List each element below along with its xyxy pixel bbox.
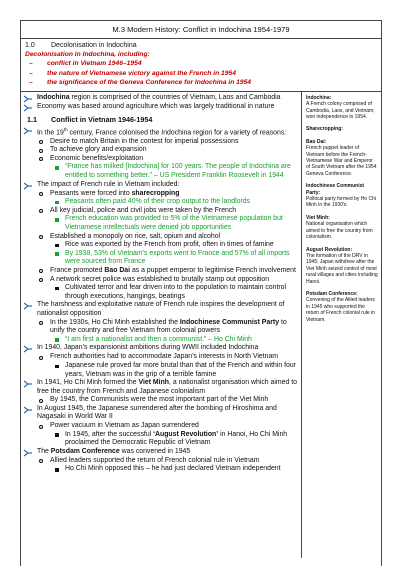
subsection-heading: 1.1 Conflict in Vietnam 1946-1954	[27, 114, 153, 124]
circle-bullet-icon	[39, 356, 43, 360]
square-bullet-icon	[55, 252, 59, 256]
syllabus-item: – conflict in Vietnam 1946–1954	[29, 60, 142, 67]
sub-bullet: Established a monopoly on rice, salt, opium and alcohol	[23, 233, 299, 242]
glossary-entry: Bao Dai: French puppet leader of Vietnam before the French-Vietnamese War and Emperor of South Vietnam after the 1954 Geneva Conference.	[306, 138, 377, 177]
detail-note: Japanese rule proved far more brutal than that of the French and within four years, Vietnam was in the grip of a terrible famine	[23, 362, 299, 379]
circle-bullet-icon	[39, 149, 43, 153]
arrow-bullet-icon	[23, 302, 33, 310]
circle-bullet-icon	[39, 459, 43, 463]
bullet-point: Indochina region is comprised of the countries of Vietnam, Laos and Cambodia	[23, 94, 299, 103]
bullet-point: In the 19th century, France colonised the Indochina region for a variety of reasons:	[23, 126, 299, 138]
sub-bullet: Allied leaders supported the return of French colonial rule in Vietnam	[23, 457, 299, 466]
sub-bullet: Power vacuum in Vietnam as Japan surrendered	[23, 422, 299, 431]
glossary-entry: Indochina: A French colony comprised of Cambodia, Laos, and Vietnam; won independence in 1954.	[306, 94, 375, 120]
sub-bullet: In the 1930s, Ho Chi Minh established the Indochinese Communist Party to unify the country and free Vietnam from colonial powers	[23, 319, 299, 336]
syllabus-item: – the significance of the Geneva Conference for Indochina in 1954	[29, 79, 252, 87]
sub-bullet: French authorities had to accommodate Japan’s interests in North Vietnam	[23, 353, 299, 362]
arrow-bullet-icon	[23, 449, 33, 457]
square-bullet-icon	[55, 287, 59, 291]
detail-note: In 1945, after the successful ‘August Revolution’ in Hanoi, Ho Chi Minh proclaimed the Democratic Republic of Vietnam	[23, 431, 299, 448]
glossary-entry: August Revolution: The formation of the DRV in 1945; Japan withdrew after the Viet Minh seized control of most rural villages and cities including Hanoi.	[306, 246, 378, 285]
bullet-point: In 1940, Japan’s expansionist ambitions during WWII included Indochina	[23, 344, 299, 353]
circle-bullet-icon	[39, 269, 43, 273]
square-bullet-icon	[55, 338, 59, 342]
circle-bullet-icon	[39, 235, 43, 239]
sub-bullet: Economic benefits/exploitation	[23, 155, 299, 164]
square-bullet-icon	[55, 166, 59, 170]
square-bullet-icon	[55, 468, 59, 472]
glossary-entry: Potsdam Conference: Convening of the Allied leaders in 1945 who supported the return of French colonial rule in Vietnam.	[306, 290, 375, 323]
glossary-entry: Sharecropping:	[306, 126, 343, 133]
bullet-point: The harshness and exploitative nature of French rule inspires the development of nationalist opposition	[23, 301, 299, 318]
section-overview	[21, 39, 381, 92]
square-bullet-icon	[55, 365, 59, 369]
section-number: 1.0	[25, 42, 35, 49]
circle-bullet-icon	[39, 321, 43, 325]
evidence-note: Peasants often paid 40% of their crop output to the landlords	[23, 198, 299, 207]
circle-bullet-icon	[39, 157, 43, 161]
circle-bullet-icon	[39, 209, 43, 213]
square-bullet-icon	[55, 433, 59, 437]
sub-bullet: A network secret police was established to brutally stamp out opposition	[23, 276, 299, 285]
section-subtitle: Decolonisation in Indochina, including:	[25, 51, 150, 58]
square-bullet-icon	[55, 201, 59, 205]
sub-bullet: By 1945, the Communists were the most important part of the Viet Minh	[23, 396, 299, 405]
glossary-sidebar	[302, 92, 381, 558]
glossary-entry: Viet Minh: National organisation which aimed to free the country from colonialism.	[306, 214, 373, 241]
detail-note: Ho Chi Minh opposed this – he had just declared Vietnam independent	[23, 465, 299, 474]
quote-note: “France has milked [Indochina] for 100 years. The people of Indochina are entitled to something better.” – US President Franklin Roosevelt in 1944	[23, 163, 299, 180]
sub-bullet: To achieve glory and expansion	[23, 146, 299, 155]
sub-bullet: Peasants were forced into sharecropping	[23, 190, 299, 199]
circle-bullet-icon	[39, 425, 43, 429]
evidence-note: By 1938, 53% of Vietnam’s exports went to France and 57% of all imports were sourced from France	[23, 250, 299, 267]
circle-bullet-icon	[39, 399, 43, 403]
document-page	[20, 20, 382, 566]
sub-bullet: All key judicial, police and civil jobs were taken by the French	[23, 207, 299, 216]
square-bullet-icon	[55, 244, 59, 248]
detail-note: Rice was exported by the French from profit, often in times of famine	[23, 241, 299, 250]
arrow-bullet-icon	[23, 406, 33, 414]
circle-bullet-icon	[39, 278, 43, 282]
sub-bullet: Desire to match Britain in the contest for imperial possessions	[23, 138, 299, 147]
arrow-bullet-icon	[23, 104, 33, 112]
syllabus-item: – the nature of Vietnamese victory against the French in 1954	[29, 69, 236, 77]
glossary-entry: Indochinese Communist Party: Political party formed by Ho Chi Minh in the 1930's.	[306, 183, 377, 209]
arrow-bullet-icon	[23, 127, 33, 135]
arrow-bullet-icon	[23, 380, 33, 388]
square-bullet-icon	[55, 218, 59, 222]
quote-note: “I am first a nationalist and then a communist.” – Ho Chi Minh	[23, 336, 299, 345]
arrow-bullet-icon	[23, 95, 33, 103]
content-body	[21, 92, 381, 558]
bullet-point: In 1941, Ho Chi Minh formed the Viet Minh, a nationalist organisation which aimed to free the country from French and Japanese colonialism	[23, 379, 299, 396]
bullet-point: In August 1945, the Japanese surrendered after the bombing of Hiroshima and Nagasaki in World War II	[23, 405, 299, 422]
document-header: M.3 Modern History: Conflict in Indochina 1954-1979	[21, 21, 381, 39]
circle-bullet-icon	[39, 140, 43, 144]
notes-column	[21, 92, 302, 558]
sub-bullet: France promoted Bao Dai as a puppet emperor to legitimise French involvement	[23, 267, 299, 276]
bullet-point: The Potsdam Conference was convened in 1945	[23, 448, 299, 457]
section-title: Decolonisation in Indochina	[51, 42, 137, 49]
circle-bullet-icon	[39, 192, 43, 196]
arrow-bullet-icon	[23, 182, 33, 190]
evidence-note: French education was provided to 5% of the Vietnamese population but Vietnamese intellectuals were denied job opportunities	[23, 215, 299, 232]
arrow-bullet-icon	[23, 345, 33, 353]
bullet-point: Economy was based around agriculture which was largely traditional in nature	[23, 103, 299, 112]
detail-note: Cultivated terror and fear driven into to the population to maintain control through executions, hangings, beatings	[23, 284, 299, 301]
section-heading	[25, 41, 377, 50]
bullet-point: The impact of French rule in Vietnam included:	[23, 181, 299, 190]
